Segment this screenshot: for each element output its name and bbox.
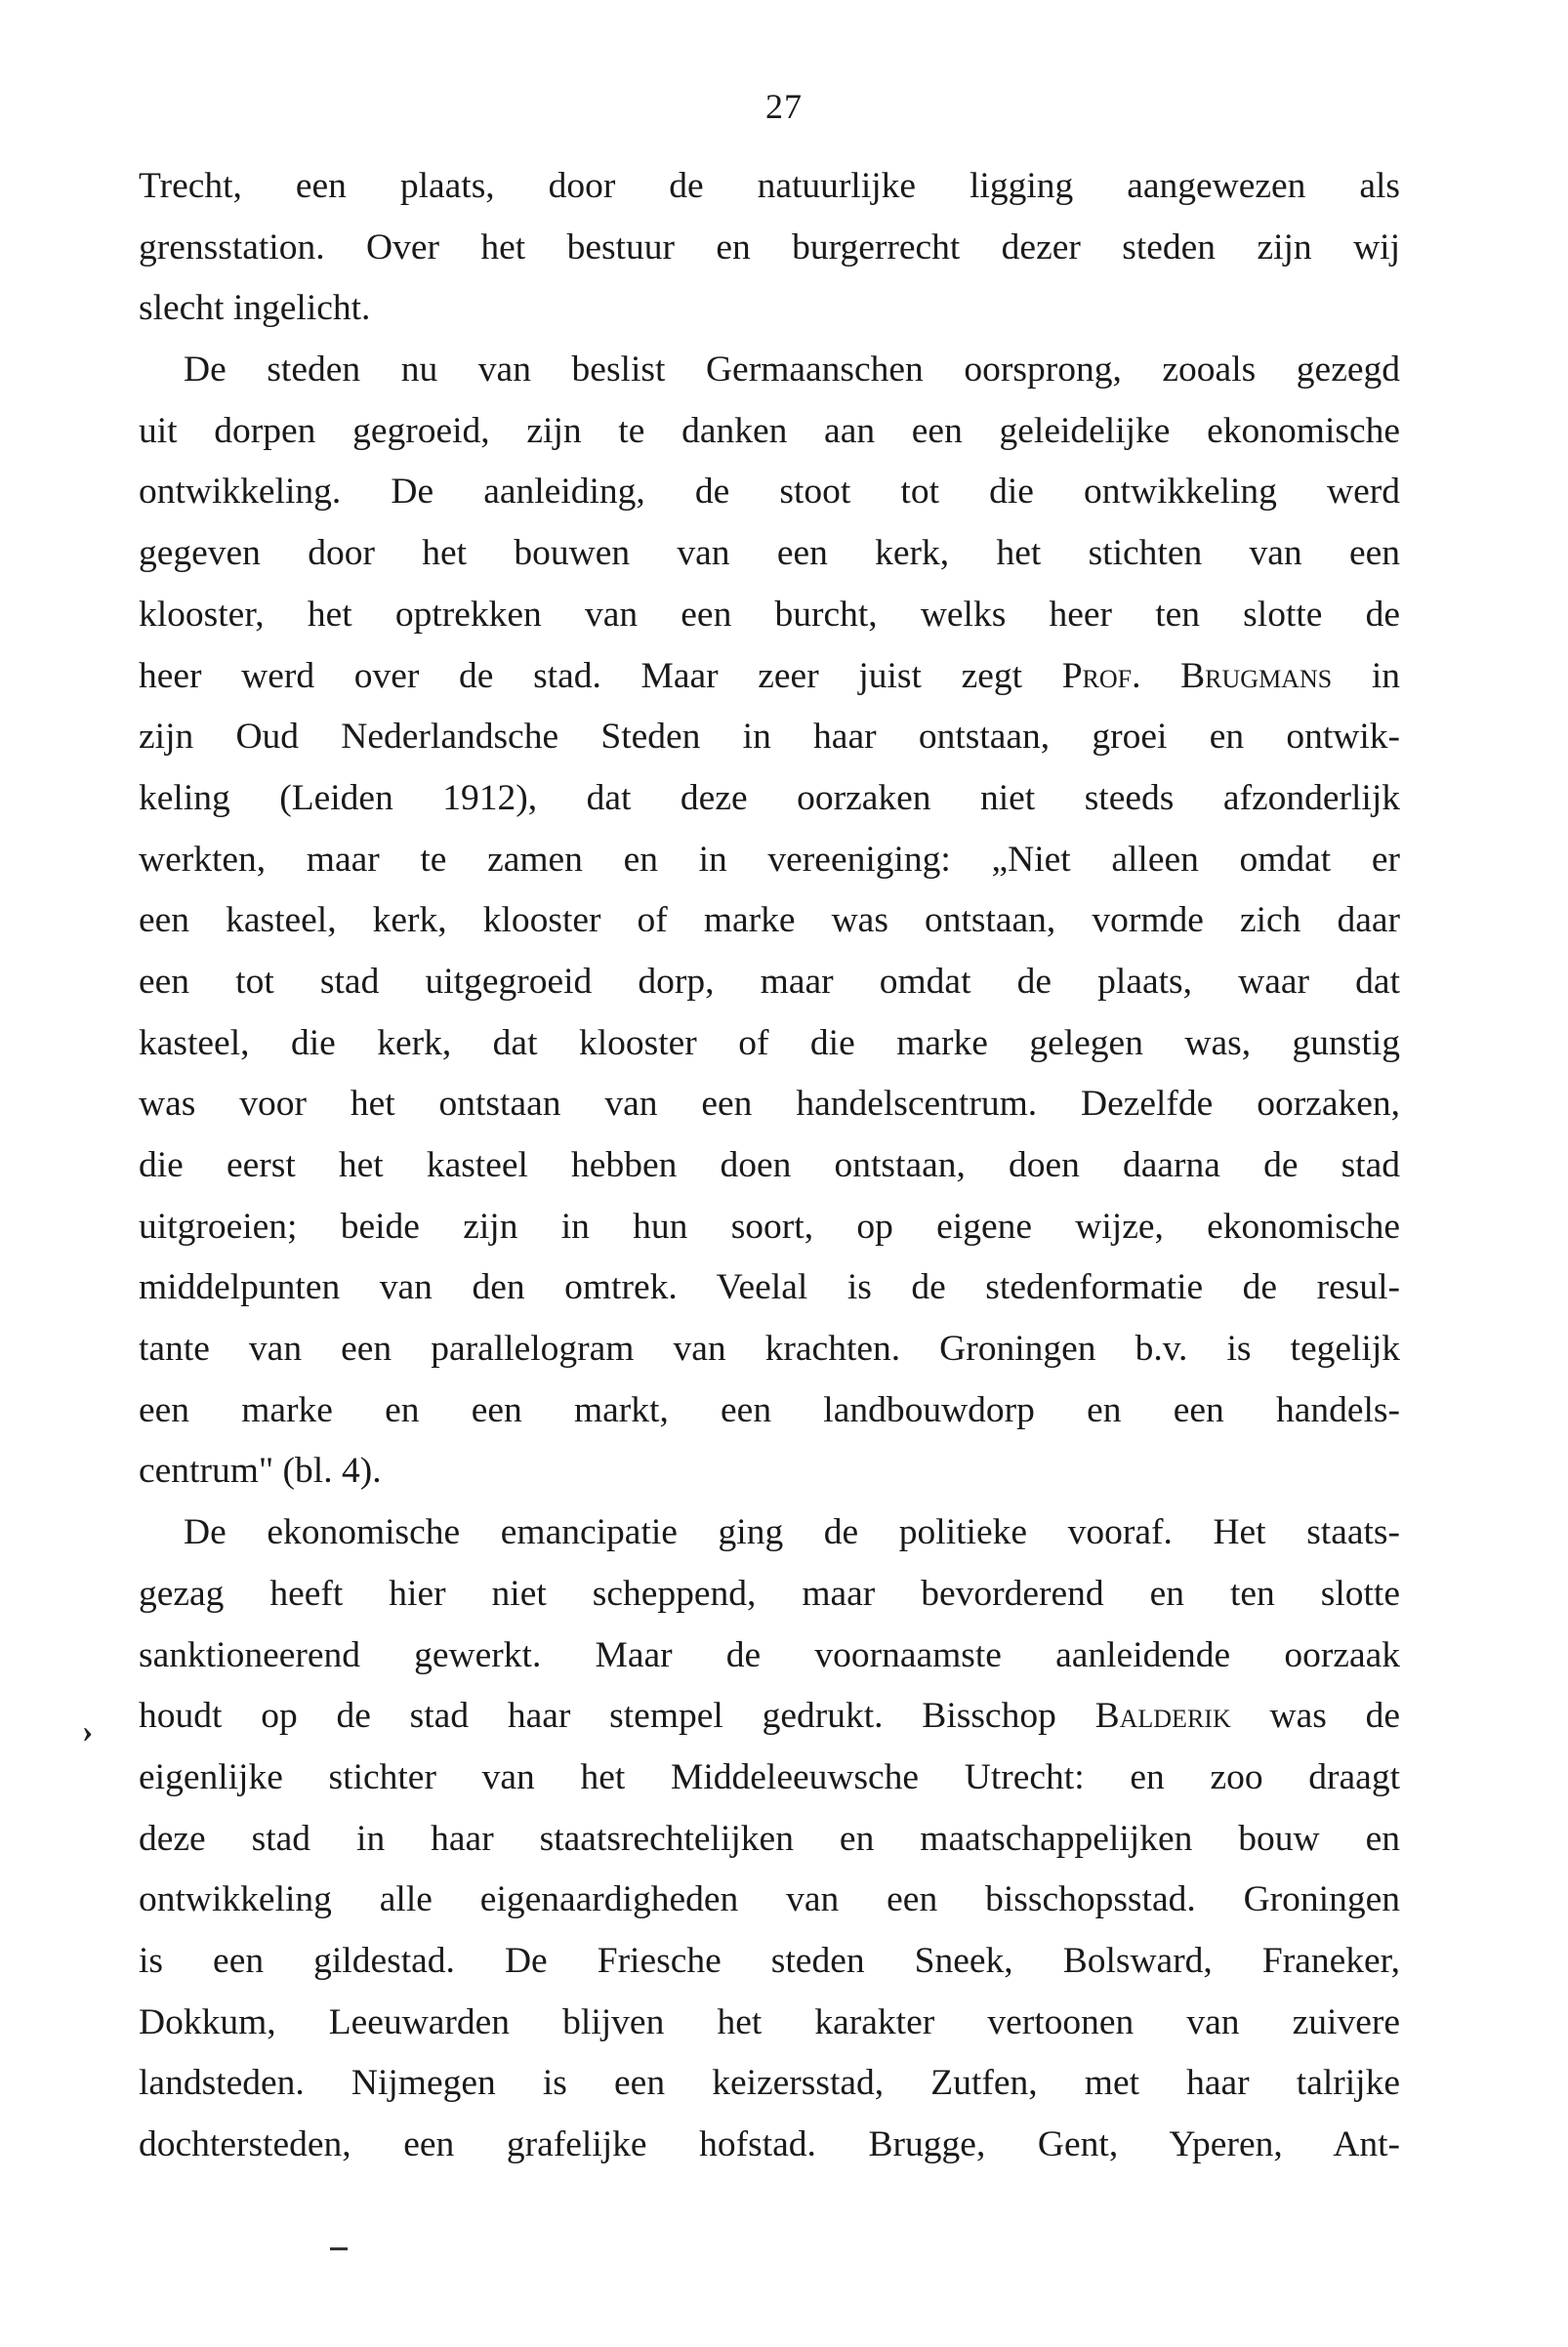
text-line: De ekonomische emancipatie ging de politieke vooraf. Het staats- bbox=[184, 1512, 1400, 1553]
margin-mark: › bbox=[82, 1713, 94, 1750]
paragraph-2 bbox=[139, 340, 1400, 1503]
text-line: Dokkum, Leeuwarden blijven het karakter vertoonen van zuivere bbox=[139, 2001, 1400, 2042]
text-line: landsteden. Nijmegen is een keizersstad, Zutfen, met haar talrijke bbox=[139, 2063, 1400, 2104]
text-line: een tot stad uitgegroeid dorp, maar omdat de plaats, waar dat bbox=[139, 961, 1400, 1002]
text-line: De steden nu van beslist Germaanschen oorsprong, zooals gezegd bbox=[184, 350, 1400, 391]
text-line: tante van een parallelogram van krachten. Groningen b.v. is tegelijk bbox=[139, 1329, 1400, 1370]
text-line: gezag heeft hier niet scheppend, maar bevorderend en ten slotte bbox=[139, 1573, 1400, 1614]
text-line: deze stad in haar staatsrechtelijken en maatschappelijken bouw en bbox=[139, 1818, 1400, 1859]
text-line: centrum" (bl. 4). bbox=[139, 1451, 382, 1492]
text-line: eigenlijke stichter van het Middeleeuwsche Utrecht: en zoo draagt bbox=[139, 1756, 1400, 1797]
text-line: een kasteel, kerk, klooster of marke was ontstaan, vormde zich daar bbox=[139, 900, 1400, 941]
text-line: klooster, het optrekken van een burcht, welks heer ten slotte de bbox=[139, 594, 1400, 635]
text-line: slecht ingelicht. bbox=[139, 288, 371, 329]
small-caps-name: Prof. bbox=[1061, 655, 1141, 696]
page-number bbox=[0, 86, 1568, 127]
small-caps-name: Balderik bbox=[1094, 1696, 1231, 1737]
bottom-mark bbox=[330, 2247, 348, 2250]
body-text bbox=[139, 156, 1400, 2176]
text-line: is een gildestad. De Friesche steden Sneek, Bolsward, Franeker, bbox=[139, 1940, 1400, 1981]
text-line: sanktioneerend gewerkt. Maar de voornaamste aanleidende oorzaak bbox=[139, 1634, 1400, 1675]
text-line: heer werd over de stad. Maar zeer juist zegt Prof. Brugmans in bbox=[139, 655, 1400, 696]
text-line: ontwikkeling. De aanleiding, de stoot tot die ontwikkeling werd bbox=[139, 472, 1400, 513]
text-line: gegeven door het bouwen van een kerk, het stichten van een bbox=[139, 533, 1400, 574]
small-caps-name: Brugmans bbox=[1180, 655, 1333, 696]
text-line: dochtersteden, een grafelijke hofstad. Brugge, Gent, Yperen, Ant- bbox=[139, 2124, 1400, 2164]
text-line: grensstation. Over het bestuur en burgerrecht dezer steden zijn wij bbox=[139, 226, 1400, 268]
bottom-mark-text bbox=[330, 2247, 331, 2248]
text-line: uitgroeien; beide zijn in hun soort, op eigene wijze, ekonomische bbox=[139, 1206, 1400, 1247]
text-line: zijn Oud Nederlandsche Steden in haar ontstaan, groei en ontwik- bbox=[139, 717, 1400, 758]
text-line: Trecht, een plaats, door de natuurlijke ligging aangewezen als bbox=[139, 166, 1400, 206]
text-line: ontwikkeling alle eigenaardigheden van een bisschopsstad. Groningen bbox=[139, 1879, 1400, 1920]
text-line: middelpunten van den omtrek. Veelal is de stedenformatie de resul- bbox=[139, 1267, 1400, 1308]
text-line: uit dorpen gegroeid, zijn te danken aan een geleidelijke ekonomische bbox=[139, 410, 1400, 451]
paragraph-1 bbox=[139, 156, 1400, 340]
paragraph-3 bbox=[139, 1503, 1400, 2176]
text-line: kasteel, die kerk, dat klooster of die marke gelegen was, gunstig bbox=[139, 1022, 1400, 1063]
text-line: een marke en een markt, een landbouwdorp en een handels- bbox=[139, 1389, 1400, 1430]
text-line: werkten, maar te zamen en in vereeniging: „Niet alleen omdat er bbox=[139, 839, 1400, 880]
text-line: houdt op de stad haar stempel gedrukt. Bisschop Balderik was de bbox=[139, 1696, 1400, 1737]
text-line: keling (Leiden 1912), dat deze oorzaken niet steeds afzonderlijk bbox=[139, 777, 1400, 818]
text-line: die eerst het kasteel hebben doen ontstaan, doen daarna de stad bbox=[139, 1145, 1400, 1185]
page-number-text: 27 bbox=[765, 87, 803, 126]
text-line: was voor het ontstaan van een handelscentrum. Dezelfde oorzaken, bbox=[139, 1084, 1400, 1125]
